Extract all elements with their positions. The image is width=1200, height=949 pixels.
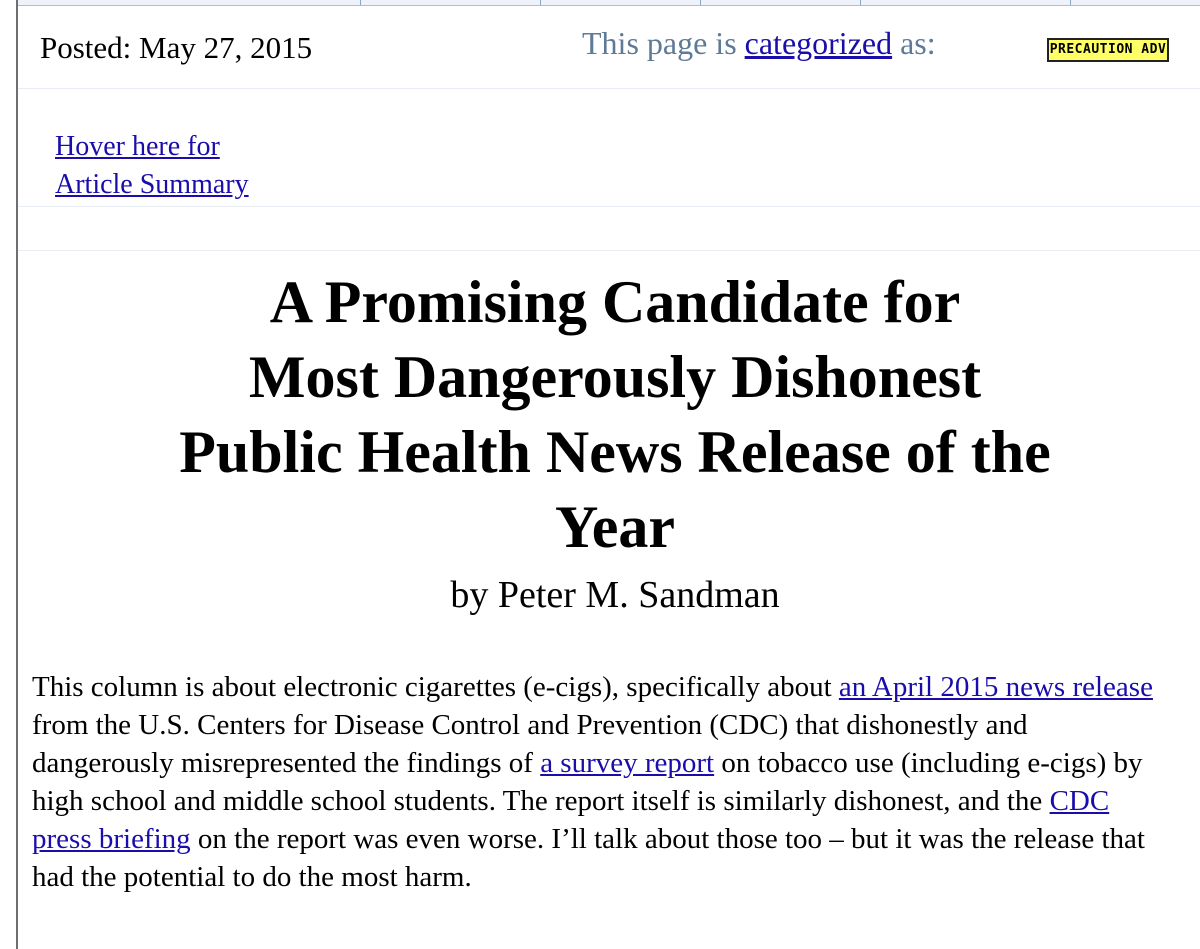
posted-date: Posted: May 27, 2015 — [40, 30, 313, 65]
news-release-link[interactable]: an April 2015 news release — [838, 671, 1153, 703]
title-line-3: Public Health News Release of the — [179, 419, 1051, 485]
category-line — [582, 25, 936, 62]
precaution-advocacy-badge[interactable]: PRECAUTION ADV — [1047, 38, 1169, 62]
divider — [18, 88, 1200, 89]
survey-report-link[interactable]: a survey report — [540, 747, 715, 779]
article-title — [30, 265, 1200, 565]
intro-text-2: from the U.S. Centers for Disease Control and Prevention (CDC) that dishonestly and dangerously misrepresented the findings of — [32, 709, 1028, 779]
intro-paragraph — [32, 668, 1172, 896]
intro-text-4: on the report was even worse. I’ll talk about those too – but it was the release that had the potential to do the most harm. — [32, 823, 1145, 893]
categorized-link[interactable]: categorized — [744, 25, 893, 61]
article-summary-link[interactable] — [55, 128, 315, 204]
category-suffix: as: — [900, 25, 936, 61]
title-line-1: A Promising Candidate for — [269, 269, 961, 335]
press-briefing-link[interactable]: CDC press briefing — [32, 785, 1110, 855]
summary-link-line-2[interactable]: Article Summary — [55, 169, 249, 200]
title-line-4: Year — [555, 494, 675, 560]
divider — [18, 250, 1200, 251]
intro-text-1: This column is about electronic cigarettes (e-cigs), specifically about — [32, 671, 839, 703]
author-byline: by Peter M. Sandman — [450, 574, 780, 616]
divider — [18, 206, 1200, 207]
page-left-border — [16, 0, 18, 949]
summary-link-line-1[interactable]: Hover here for — [55, 131, 220, 162]
title-line-2: Most Dangerously Dishonest — [248, 344, 982, 410]
top-tab-strip — [18, 0, 1200, 6]
category-prefix: This page is — [582, 25, 737, 61]
intro-text-3: on tobacco use (including e-cigs) by high school and middle school students. The report itself is similarly dishonest, and the — [32, 747, 1143, 817]
